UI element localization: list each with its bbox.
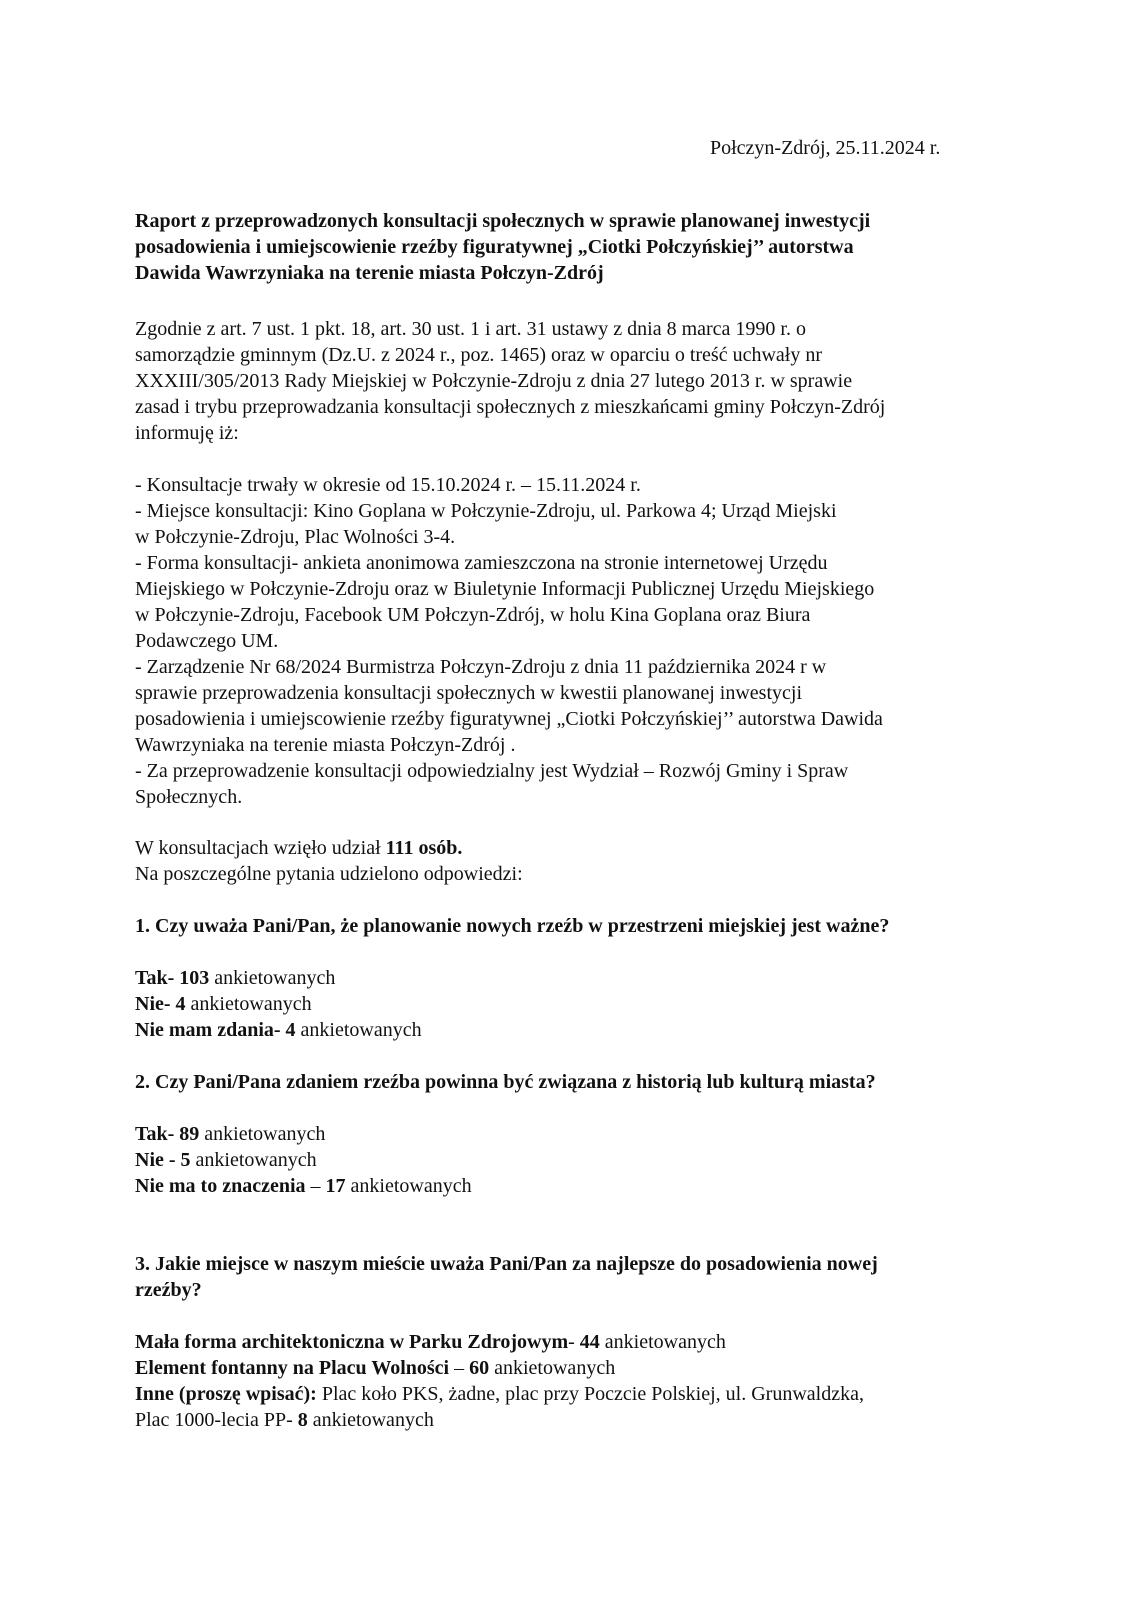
answer-label: Mała forma architektoniczna w Parku Zdrojowym (135, 1331, 569, 1353)
answer-row (135, 1017, 1005, 1043)
answer-row (135, 965, 1005, 991)
answer-count: 8 (297, 1409, 308, 1431)
answer-separator: - (568, 1331, 580, 1353)
answer-suffix: ankietowanych (295, 1019, 422, 1041)
answer-text: Plac koło PKS, żadne, plac przy Poczcie Polskiej, ul. Grunwaldzka, (316, 1383, 864, 1405)
details-line: posadowienia i umiejscowienie rzeźby figuratywnej „Ciotki Połczyńskiej’’ autorstwa Dawida (135, 708, 883, 730)
answer-text: Plac 1000-lecia PP- (135, 1409, 298, 1431)
answer-row (135, 1121, 1005, 1147)
answer-row (135, 1407, 1005, 1433)
title-line: Dawida Wawrzyniaka na terenie miasta Połczyn-Zdrój (135, 262, 604, 284)
answers-1 (135, 965, 1005, 1043)
answer-label: Tak- 103 (135, 967, 210, 989)
intro-line: Zgodnie z art. 7 ust. 1 pkt. 18, art. 30 ust. 1 i art. 31 ustawy z dnia 8 marca 1990 r. o (135, 318, 806, 340)
answer-row (135, 1147, 1005, 1173)
question-2 (135, 1069, 1005, 1095)
answers-3 (135, 1329, 1005, 1433)
answer-suffix: ankietowanych (185, 993, 312, 1015)
answers-intro: Na poszczególne pytania udzielono odpowiedzi: (135, 863, 523, 885)
answer-row (135, 991, 1005, 1017)
intro-line: XXXIII/305/2013 Rady Miejskiej w Połczynie-Zdroju z dnia 27 lutego 2013 r. w sprawie (135, 370, 853, 392)
answer-row (135, 1173, 1005, 1199)
participation-summary (135, 835, 1005, 887)
details-line: - Miejsce konsultacji: Kino Goplana w Połczynie-Zdroju, ul. Parkowa 4; Urząd Miejski (135, 500, 837, 522)
answer-suffix: ankietowanych (190, 1149, 317, 1171)
details-line: w Połczynie-Zdroju, Plac Wolności 3-4. (135, 526, 456, 548)
answer-row (135, 1381, 1005, 1407)
participation-line (135, 835, 1005, 861)
answer-label: Nie - 5 (135, 1149, 191, 1171)
answer-suffix: ankietowanych (489, 1357, 616, 1379)
details-line: w Połczynie-Zdroju, Facebook UM Połczyn-Zdrój, w holu Kina Goplana oraz Biura (135, 604, 811, 626)
question-1 (135, 913, 1005, 939)
answer-suffix: ankietowanych (307, 1409, 434, 1431)
participation-prefix: W konsultacjach wzięło udział (135, 837, 386, 859)
answer-count: 60 (469, 1357, 490, 1379)
answer-row (135, 1329, 1005, 1355)
answer-suffix: ankietowanych (345, 1175, 472, 1197)
intro-line: samorządzie gminnym (Dz.U. z 2024 r., poz. 1465) oraz w oparciu o treść uchwały nr (135, 344, 823, 366)
details-line: Społecznych. (135, 786, 243, 808)
details-line: Podawczego UM. (135, 630, 279, 652)
details-line: - Forma konsultacji- ankieta anonimowa zamieszczona na stronie internetowej Urzędu (135, 552, 828, 574)
answer-suffix: ankietowanych (209, 967, 336, 989)
answer-separator: – (305, 1175, 326, 1197)
question-text: 3. Jakie miejsce w naszym mieście uważa Pani/Pan za najlepsze do posadowienia nowej (135, 1253, 878, 1275)
intro-paragraph (135, 316, 1005, 446)
answer-label: Element fontanny na Placu Wolności (135, 1357, 450, 1379)
report-title (135, 208, 1005, 286)
answer-count: 17 (325, 1175, 346, 1197)
answer-label: Nie ma to znaczenia (135, 1175, 306, 1197)
question-text: rzeźby? (135, 1279, 202, 1301)
intro-line: informuję iż: (135, 422, 239, 444)
consultation-details (135, 472, 1005, 810)
answers-2 (135, 1121, 1005, 1199)
details-line: sprawie przeprowadzenia konsultacji społecznych w kwestii planowanej inwestycji (135, 682, 803, 704)
answer-row (135, 1355, 1005, 1381)
answer-label: Inne (proszę wpisać): (135, 1383, 317, 1405)
answer-suffix: ankietowanych (599, 1331, 726, 1353)
answer-count: 44 (579, 1331, 600, 1353)
details-line: Wawrzyniaka na terenie miasta Połczyn-Zdrój . (135, 734, 516, 756)
details-line: Miejskiego w Połczynie-Zdroju oraz w Biuletynie Informacji Publicznej Urzędu Miejskiego (135, 578, 875, 600)
answer-suffix: ankietowanych (199, 1123, 326, 1145)
details-line: - Za przeprowadzenie konsultacji odpowiedzialny jest Wydział – Rozwój Gminy i Spraw (135, 760, 849, 782)
details-line: - Konsultacje trwały w okresie od 15.10.2024 r. – 15.11.2024 r. (135, 474, 641, 496)
details-line: - Zarządzenie Nr 68/2024 Burmistrza Połczyn-Zdroju z dnia 11 października 2024 r w (135, 656, 827, 678)
title-line: Raport z przeprowadzonych konsultacji społecznych w sprawie planowanej inwestycji (135, 210, 871, 232)
date-line: Połczyn-Zdrój, 25.11.2024 r. (710, 137, 941, 159)
title-line: posadowienia i umiejscowienie rzeźby figuratywnej „Ciotki Połczyńskiej’’ autorstwa (135, 236, 854, 258)
question-text: 1. Czy uważa Pani/Pan, że planowanie nowych rzeźb w przestrzeni miejskiej jest ważne? (135, 915, 890, 937)
answer-label: Nie mam zdania- 4 (135, 1019, 296, 1041)
answer-label: Nie- 4 (135, 993, 186, 1015)
answer-label: Tak- 89 (135, 1123, 200, 1145)
question-text: 2. Czy Pani/Pana zdaniem rzeźba powinna być związana z historią lub kulturą miasta? (135, 1071, 876, 1093)
participation-count: 111 osób. (385, 837, 463, 859)
intro-line: zasad i trybu przeprowadzania konsultacji społecznych z mieszkańcami gminy Połczyn-Zdrój (135, 396, 886, 418)
question-3 (135, 1251, 1005, 1303)
answer-separator: – (449, 1357, 470, 1379)
